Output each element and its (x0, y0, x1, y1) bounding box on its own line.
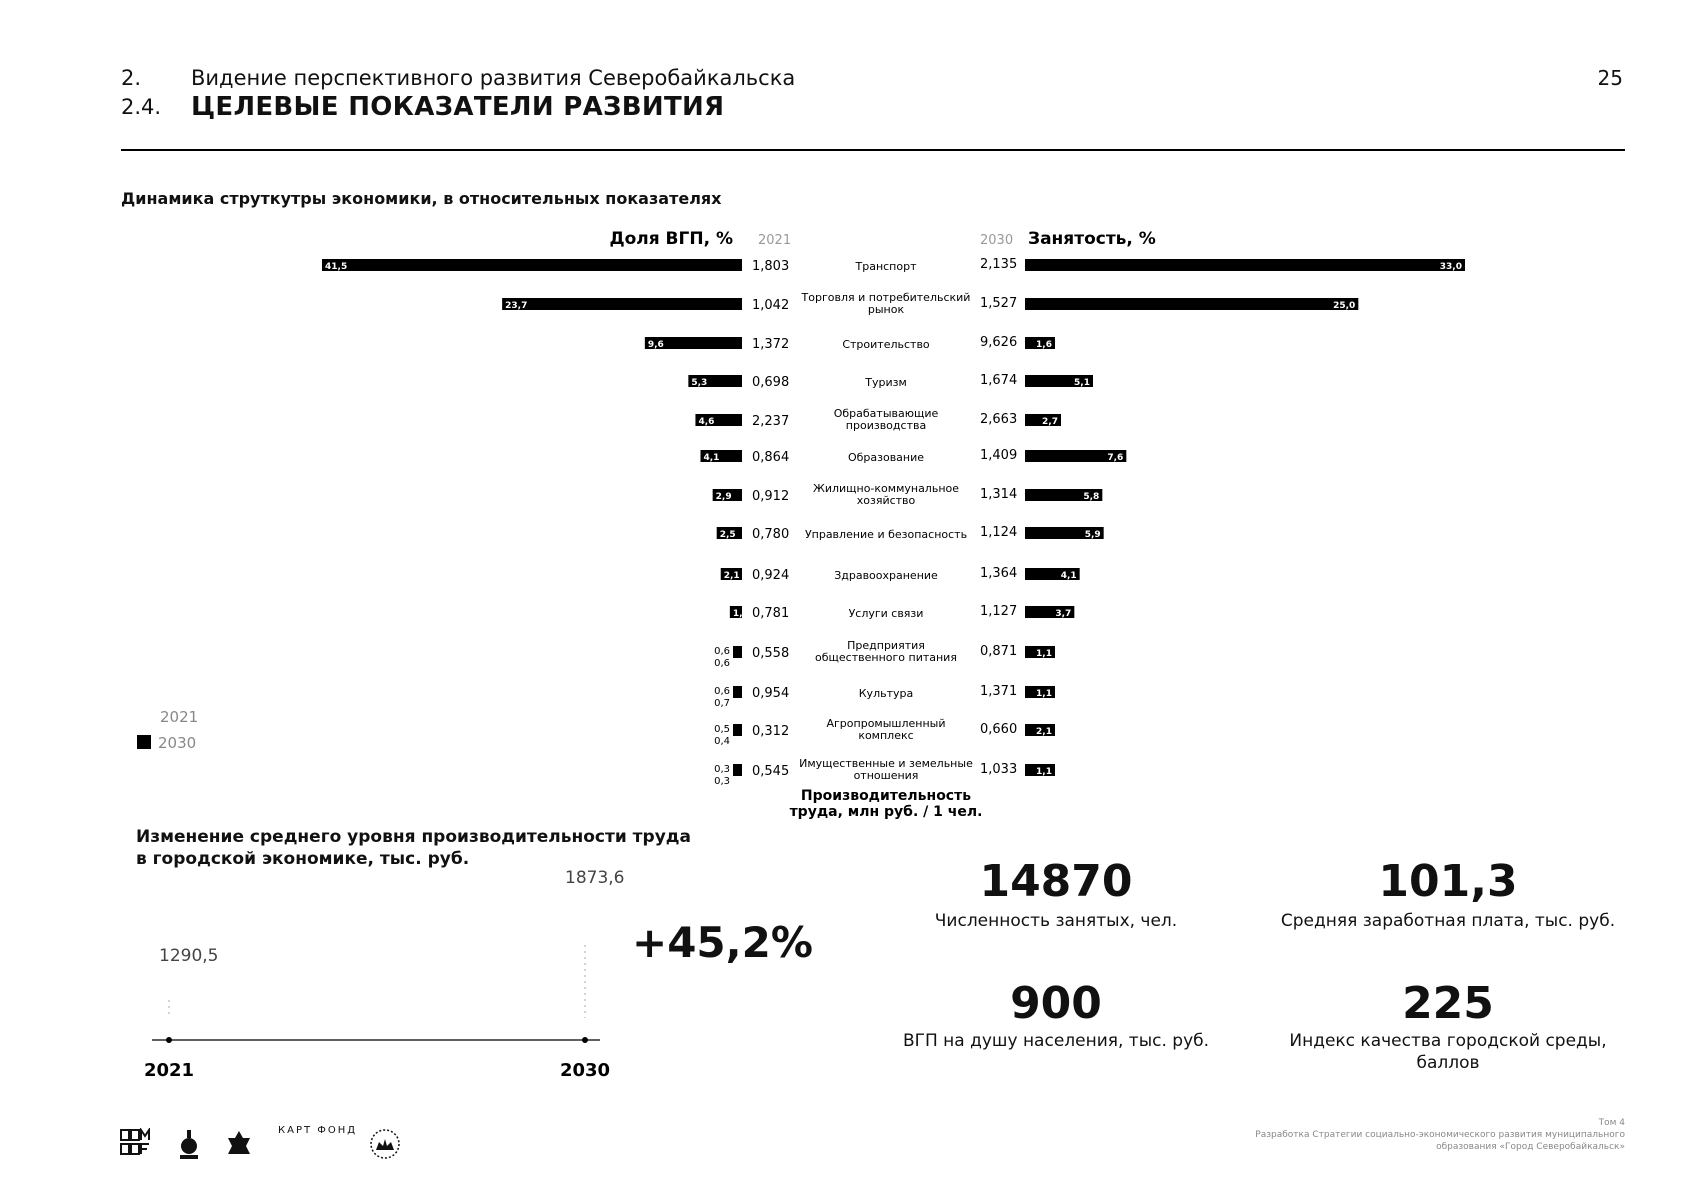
productivity-2030: 1,371 (980, 684, 1018, 699)
gvp-bar-label-2030: 4,6 (698, 417, 715, 427)
productivity-point-2021 (166, 1037, 172, 1043)
productivity-2021: 2,237 (752, 414, 790, 429)
category-label: Агропромышленный комплекс (826, 717, 946, 742)
gvp-bar-label-2030: 23,7 (505, 301, 528, 311)
legend-2030: 2030 (158, 734, 197, 752)
domrf-logo (120, 1128, 152, 1162)
gvp-bar-label-2030: 1,2 (732, 609, 749, 619)
employment-bar-label-2030: 1,1 (1036, 689, 1052, 699)
employment-bar-label-2030: 25,0 (1333, 301, 1356, 311)
category-label: Туризм (865, 376, 907, 389)
page-title: ЦЕЛЕВЫЕ ПОКАЗАТЕЛИ РАЗВИТИЯ (191, 92, 725, 122)
stat-value-employed: 14870 (979, 856, 1133, 907)
productivity-2030: 1,364 (980, 566, 1018, 581)
gvp-bar-label-2021: 0,7 (714, 698, 730, 709)
employment-bar-label-2030: 5,8 (1083, 492, 1100, 502)
gvp-bar-2030 (733, 724, 742, 736)
gvp-bar-label-2030: 0,6 (714, 646, 730, 657)
category-label: Обрабатывающие производства (833, 407, 939, 432)
stat-value-urban-index: 225 (1402, 978, 1494, 1029)
gvp-bar-label-2030: 5,3 (691, 378, 708, 388)
category-label: Здравоохранение (834, 569, 938, 582)
productivity-2030: 0,660 (980, 722, 1018, 737)
productivity-2021: 0,780 (752, 527, 790, 542)
stat-value-grp: 900 (1010, 978, 1102, 1029)
productivity-2021: 1,042 (752, 298, 790, 313)
gvp-bar-2030 (322, 259, 742, 271)
gvp-bar-label-2030: 0,3 (714, 764, 730, 775)
productivity-2021: 0,558 (752, 646, 790, 661)
footer-note (1205, 1117, 1625, 1153)
category-label: Культура (858, 687, 914, 700)
employment-bar-2030 (1025, 298, 1358, 310)
employment-bar-label-2030: 1,6 (1036, 340, 1052, 350)
gvp-bar-label-2030: 4,1 (703, 453, 720, 463)
stat-value-salary: 101,3 (1378, 856, 1518, 907)
category-label: Транспорт (855, 260, 917, 273)
productivity-value-2021: 1290,5 (159, 946, 219, 966)
employment-bar-label-2030: 4,1 (1060, 571, 1077, 581)
employment-bar-label-2030: 5,9 (1084, 530, 1101, 540)
productivity-2021: 0,924 (752, 568, 790, 583)
productivity-2021: 0,312 (752, 724, 790, 739)
gvp-bar-2030 (733, 686, 742, 698)
productivity-year-2030: 2030 (559, 1060, 611, 1081)
productivity-2030: 0,871 (980, 644, 1018, 659)
productivity-title-line1: Производительность (800, 788, 972, 804)
section-title: Видение перспективного развития Северобайкальска (191, 66, 796, 90)
productivity-point-2030 (582, 1037, 588, 1043)
productivity-2030: 2,663 (980, 412, 1018, 427)
employment-bar-label-2030: 2,1 (1036, 727, 1052, 737)
footer-line-2: Разработка Стратегии социально-экономического развития муниципального (1255, 1130, 1625, 1140)
productivity-2021: 0,912 (752, 489, 790, 504)
gvp-bar-label-2030: 2,9 (715, 492, 732, 502)
category-label: Имущественные и земельные отношения (799, 757, 973, 782)
gvp-bar-label-2030: 41,5 (325, 262, 348, 272)
productivity-title: Изменение среднего уровня производительности труда в городской экономике, тыс. руб. (136, 827, 691, 869)
productivity-2030: 2,135 (980, 257, 1018, 272)
kartfond-logo (278, 1124, 357, 1137)
productivity-2021: 0,545 (752, 764, 790, 779)
gvp-year-label: 2021 (758, 233, 792, 248)
productivity-year-2021: 2021 (143, 1060, 195, 1081)
employment-bar-label-2030: 2,7 (1042, 417, 1058, 427)
productivity-2030: 9,626 (980, 335, 1018, 350)
institute-emblem-logo (368, 1128, 402, 1164)
page-number: 25 (1597, 66, 1623, 90)
footer-line-1: Том 4 (1598, 1118, 1625, 1128)
subsection-number: 2.4. (121, 95, 162, 119)
employment-bar-label-2030: 1,1 (1036, 649, 1052, 659)
employment-bar-label-2030: 5,1 (1074, 378, 1090, 388)
category-label: Услуги связи (848, 607, 924, 620)
productivity-2030: 1,127 (980, 604, 1018, 619)
section-number: 2. (121, 66, 142, 90)
category-label: Жилищно-коммунальное хозяйство (812, 482, 960, 507)
gvp-bar-label-2030: 2,1 (723, 571, 740, 581)
employment-bar-label-2030: 3,7 (1055, 609, 1072, 619)
footer-line-3: образования «Город Северобайкальск» (1436, 1142, 1625, 1152)
productivity-2021: 0,864 (752, 450, 790, 465)
legend-2030-swatch (137, 735, 151, 749)
category-label: Торговля и потребительский рынок (801, 291, 971, 316)
gvp-bar-label-2021: 0,4 (714, 736, 730, 747)
productivity-2021: 1,803 (752, 259, 790, 274)
legend-2021: 2021 (160, 708, 199, 726)
productivity-2021: 0,698 (752, 375, 790, 390)
employment-bar-label-2030: 7,6 (1107, 453, 1124, 463)
gvp-header: Доля ВГП, % (609, 229, 733, 249)
gvp-bar-label-2030: 9,6 (647, 340, 664, 350)
gvp-bar-label-2030: 2,5 (719, 530, 736, 540)
dynamics-title: Динамика струткутры экономики, в относительных показателях (121, 189, 722, 208)
gvp-bar-2030 (733, 646, 742, 658)
gvp-bar-2030 (502, 298, 742, 310)
city-emblem-logo (224, 1128, 254, 1164)
employment-bar-2030 (1025, 259, 1465, 271)
productivity-2021: 1,372 (752, 337, 790, 352)
productivity-2021: 0,954 (752, 686, 790, 701)
category-label: Управление и безопасность (804, 528, 968, 541)
gvp-bar-label-2021: 0,6 (714, 658, 730, 669)
employment-bar-label-2030: 33,0 (1439, 262, 1462, 272)
category-label: Образование (847, 451, 925, 464)
gvp-bar-label-2030: 0,6 (714, 686, 730, 697)
stat-label-grp: ВГП на душу населения, тыс. руб. (902, 1031, 1210, 1051)
gvp-bar-2030 (733, 764, 742, 776)
employment-year-label: 2030 (980, 233, 1014, 248)
productivity-2030: 1,674 (980, 373, 1018, 388)
productivity-title-line2: труда, млн руб. / 1 чел. (789, 804, 983, 820)
productivity-2030: 1,527 (980, 296, 1018, 311)
employment-header: Занятость, % (1028, 229, 1156, 249)
republic-emblem-logo (176, 1128, 202, 1164)
employment-bar-label-2030: 1,1 (1036, 767, 1052, 777)
productivity-value-2030: 1873,6 (565, 868, 625, 888)
stat-label-urban-index: Индекс качества городской среды, баллов (1289, 1031, 1607, 1073)
stat-label-salary: Средняя заработная плата, тыс. руб. (1280, 911, 1616, 931)
productivity-2030: 1,314 (980, 487, 1018, 502)
productivity-2030: 1,033 (980, 762, 1018, 777)
gvp-bar-label-2021: 0,3 (714, 776, 730, 787)
productivity-change: +45,2% (632, 918, 813, 967)
gvp-bar-label-2030: 0,5 (714, 724, 730, 735)
productivity-2030: 1,124 (980, 525, 1018, 540)
kartfond-logo-text: КАРТ ФОНД (278, 1125, 358, 1136)
productivity-2030: 1,409 (980, 448, 1018, 463)
category-label: Строительство (842, 338, 930, 351)
category-label: Предприятия общественного питания (815, 639, 957, 664)
productivity-2021: 0,781 (752, 606, 790, 621)
stat-label-employed: Численность занятых, чел. (934, 911, 1178, 931)
